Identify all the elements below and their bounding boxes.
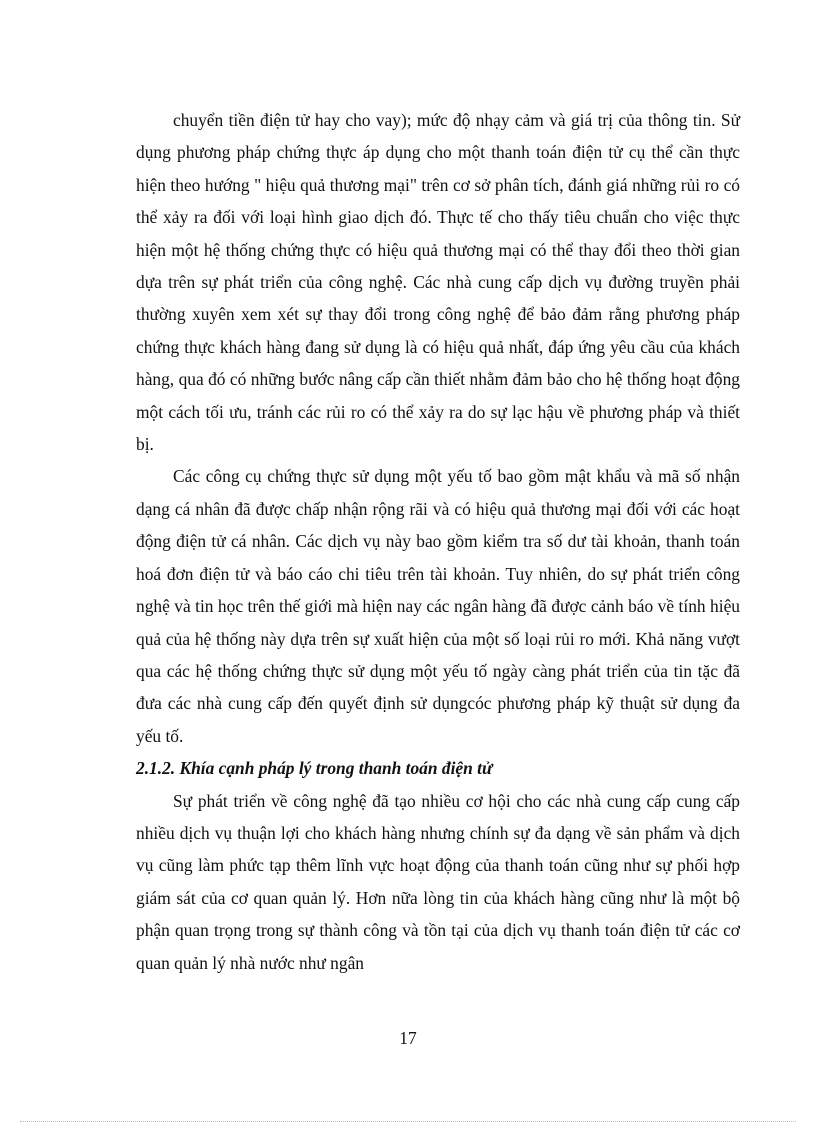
paragraph-authentication-tools: Các công cụ chứng thực sử dụng một yếu tố bao gồm mật khẩu và mã số nhận dạng cá nhân đã được chấp nhận rộng rãi và có hiệu quả thương mại đối với các hoạt động điện tử cá nhân. Các dịch vụ này bao gồm kiểm tra số dư tài khoản, thanh toán hoá đơn điện tử và báo cáo chi tiêu trên tài khoản. Tuy nhiên, do sự phát triển công nghệ và tin học trên thế giới mà hiện nay các ngân hàng đã được cảnh báo về tính hiệu quả của hệ thống này dựa trên sự xuất hiện của một số loại rủi ro mới. Khả năng vượt qua các hệ thống chứng thực sử dụng một yếu tố ngày càng phát triển của tin tặc đã đưa các nhà cung cấp đến quyết định sử dụngcóc phương pháp kỹ thuật sử dụng đa yếu tố. bbox=[136, 466, 740, 746]
body-text bbox=[136, 104, 740, 979]
section-heading: 2.1.2. Khía cạnh pháp lý trong thanh toán điện tử bbox=[136, 758, 493, 779]
page-bottom-divider bbox=[20, 1121, 796, 1122]
paragraph-legal-aspects: Sự phát triển về công nghệ đã tạo nhiều cơ hội cho các nhà cung cấp cung cấp nhiều dịch vụ thuận lợi cho khách hàng nhưng chính sự đa dạng về sản phẩm và dịch vụ cũng làm phức tạp thêm lĩnh vực hoạt động của thanh toán cũng như sự phối hợp giám sát của cơ quan quản lý. Hơn nữa lòng tin của khách hàng cũng như là một bộ phận quan trọng trong sự thành công và tồn tại của dịch vụ thanh toán điện tử các cơ quan quản lý nhà nước như ngân bbox=[136, 790, 740, 973]
page-number: 17 bbox=[399, 1028, 417, 1048]
paragraph-continuation: chuyển tiền điện tử hay cho vay); mức độ nhạy cảm và giá trị của thông tin. Sử dụng phương pháp chứng thực áp dụng cho một thanh toán điện tử cụ thể cần thực hiện theo hướng " hiệu quả thương mại" trên cơ sở phân tích, đánh giá những rủi ro có thể xảy ra đối với loại hình giao dịch đó. Thực tế cho thấy tiêu chuẩn cho việc thực hiện một hệ thống chứng thực có hiệu quả thương mại có thể thay đổi theo thời gian dựa trên sự phát triển của công nghệ. Các nhà cung cấp dịch vụ đường truyền phải thường xuyên xem xét sự thay đổi trong công nghệ để bảo đảm rằng phương pháp chứng thực khách hàng đang sử dụng là có hiệu quả nhất, đáp ứng yêu cầu của khách hàng, qua đó có những bước nâng cấp cần thiết nhằm đảm bảo cho hệ thống hoạt động một cách tối ưu, tránh các rủi ro có thể xảy ra do sự lạc hậu về phương pháp và thiết bị. bbox=[136, 110, 740, 455]
